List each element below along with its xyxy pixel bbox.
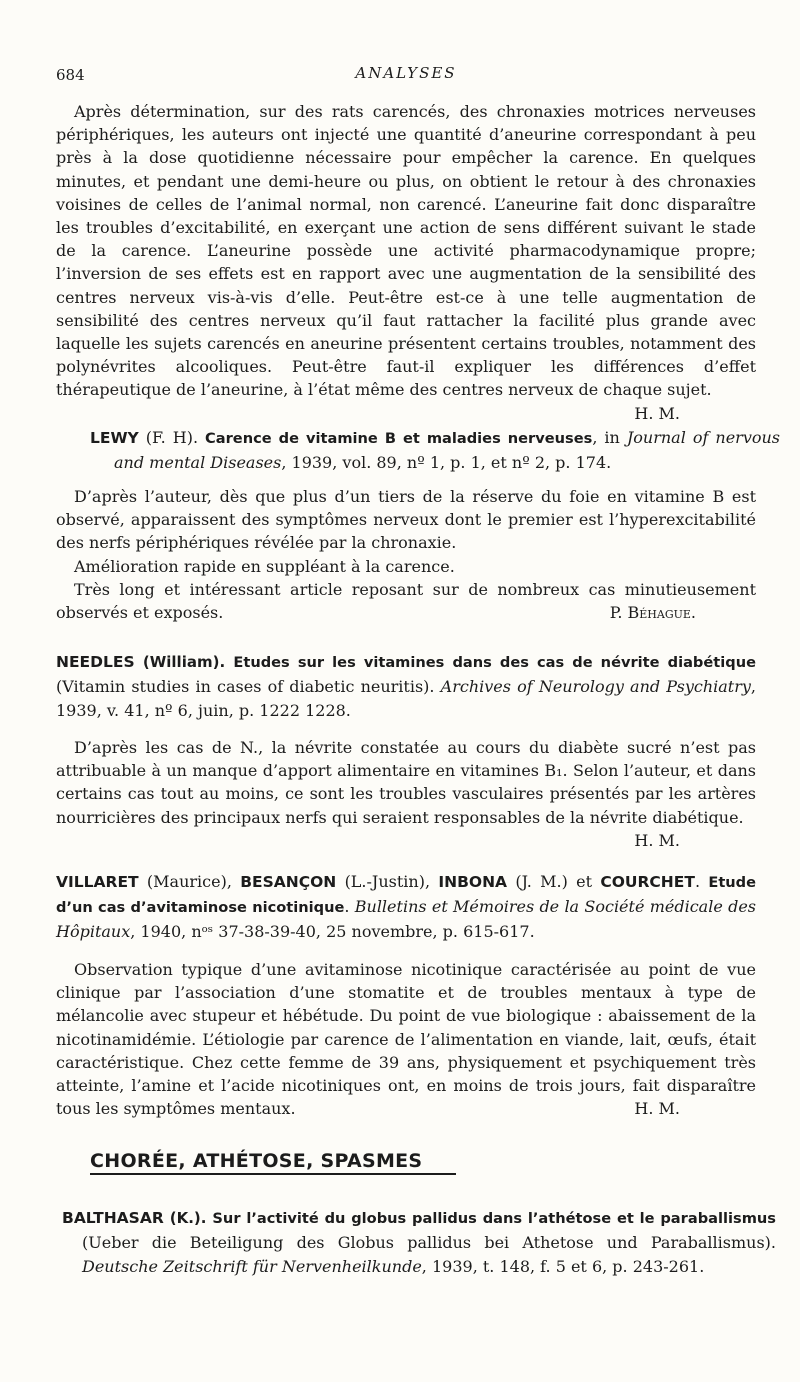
reference-connector: (Vitamin studies in cases of diabetic neuritis). — [56, 677, 441, 696]
reference-author-initials: (Maurice), — [138, 872, 241, 891]
reference-journal: Deutsche Zeitschrift für Nervenheilkunde — [82, 1257, 422, 1276]
abstract-paragraph: Observation typique d’une avitaminose nicotinique caractérisée au point de vue clinique par l’association d’une stomatite et de troubles mentaux à type de mélancolie avec stupeur et hébétude. Du point de vue biologique : abaissement de la nicotinamidémie. L’étiologie par carence de l’alimentation en viande, lait, œufs, était caractéristique. Chez cette femme de 39 ans, physiquement et psychiquement très atteinte, l’amine et l’acide nicotiniques ont, en moins de trois jours, fait disparaître tous les symptômes mentaux. — [56, 960, 756, 1119]
reference-author-initials: (F. H). — [138, 428, 206, 447]
reference-journal: Journal of nervous and mental Diseases — [114, 428, 780, 472]
abstract-paragraph: Amélioration rapide en suppléant à la carence. — [74, 556, 455, 576]
reference-needles — [56, 650, 756, 723]
reference-citation: , 1939, t. 148, f. 5 et 6, p. 243-261. — [421, 1257, 705, 1276]
abstract-signature: H. M. — [634, 1099, 680, 1119]
reference-lewy — [90, 426, 780, 475]
reference-journal: Archives of Neurology and Psychiatry — [440, 677, 751, 696]
abstract-paragraph: Très long et intéressant article reposant sur de nombreux cas minutieusement observés et exposés. — [56, 579, 756, 623]
reference-author: LEWY — [90, 429, 139, 447]
abstract-needles — [56, 736, 756, 852]
abstract-villaret — [56, 958, 756, 1121]
reference-author: INBONA — [438, 873, 508, 891]
page-header — [56, 64, 756, 90]
reference-villaret: VILLARET (Maurice), BESANÇON (L.-Justin), INBONA (J. M.) et COURCHET. Etude d’un cas d’avitaminose nicotinique. Bulletins et Mémoires de la Société médicale des Hôpitaux, 1940, nᵒˢ 37-38-39-40, 25 novembre, p. 615-617. — [56, 872, 757, 941]
reference-author-initials: (J. M.) et — [507, 872, 601, 891]
reference-title: Etudes sur les vitamines dans des cas de névrite diabétique — [233, 654, 756, 671]
section-heading: CHORÉE, ATHÉTOSE, SPASMES — [90, 1150, 423, 1172]
abstract-paragraph: D’après l’auteur, dès que plus d’un tiers de la réserve du foie en vitamine B est observé, apparaissent des symptômes nerveux dont le premier est l’hyperexcitabilité des nerfs périphériques révélée par la chronaxie. — [56, 487, 756, 553]
reference-title: Etude d’un cas d’avitaminose nicotinique — [56, 874, 757, 916]
reference-journal: Bulletins et Mémoires de la Société médicale des Hôpitaux — [56, 897, 757, 941]
reference-connector: . — [344, 897, 355, 916]
reference-author: COURCHET — [600, 873, 695, 891]
intro-signature: H. M. — [634, 403, 680, 423]
running-head: ANALYSES — [355, 64, 457, 82]
reference-author-initials: (K.). — [163, 1209, 213, 1227]
reference-citation: , 1939, vol. 89, nº 1, p. 1, et nº 2, p. 174. — [281, 453, 612, 472]
reference-author: NEEDLES — [56, 653, 135, 671]
page-number: 684 — [56, 66, 85, 84]
reference-author: BALTHASAR — [62, 1209, 164, 1227]
reference-title: Sur l’activité du globus pallidus dans l’athétose et le paraballismus — [212, 1210, 776, 1227]
reference-connector: (Ueber die Beteiligung des Globus pallidus bei Athetose und Paraballismus). — [82, 1233, 776, 1252]
intro-paragraph: Après détermination, sur des rats carencés, des chronaxies motrices nerveuses périphériques, les auteurs ont injecté une quantité d’aneurine correspondant à peu près à la dose quotidienne nécessaire pour empêcher la carence. En quelques minutes, et pendant une demi-heure ou plus, on obtient le retour à des chronaxies voisines de celles de l’animal normal, non carencé. L’aneurine fait donc disparaître les troubles d’excitabilité, en exerçant une action de sens différent suivant le stade de la carence. L’aneurine possède une activité pharmacodynamique propre; l’inversion de ses effets est en rapport avec une augmentation de la sensibilité des centres nerveux vis-à-vis d’elle. Peut-être est-ce à une telle augmentation de sensibilité des centres nerveux qu’il faut rattacher la facilité plus grande avec laquelle les sujets carencés en aneurine présentent certains troubles, notamment des polynévrites alcooliques. Peut-être faut-il expliquer les différences d’effet thérapeutique de l’aneurine, à l’état même des centres nerveux de chaque sujet. — [56, 102, 756, 400]
abstract-paragraph: D’après les cas de N., la névrite constatée au cours du diabète sucré n’est pas attribuable à un manque d’apport alimentaire en vitamines B₁. Selon l’auteur, et dans certains cas tout au moins, ce sont les troubles vasculaires présentés par les artères nourricières des principaux nerfs qui seraient responsables de la névrite diabétique. — [56, 738, 756, 827]
reference-title: Carence de vitamine B et maladies nerveuses — [205, 430, 593, 447]
section-rule — [90, 1173, 456, 1175]
reference-connector: , in — [592, 428, 627, 447]
abstract-signature: P. Béhague. — [609, 603, 696, 623]
reference-author-initials: (William). — [134, 653, 234, 671]
intro-abstract — [56, 100, 756, 425]
reference-citation: , 1940, nᵒˢ 37-38-39-40, 25 novembre, p. 615-617. — [130, 922, 535, 941]
reference-citation: , 1939, v. 41, nº 6, juin, p. 1222 1228. — [56, 677, 757, 720]
reference-author: VILLARET — [56, 873, 139, 891]
reference-author: BESANÇON — [240, 873, 337, 891]
abstract-lewy — [56, 485, 756, 624]
reference-author-initials: (L.-Justin), — [336, 872, 439, 891]
abstract-last-block — [56, 578, 756, 624]
reference-balthasar — [62, 1206, 776, 1279]
abstract-signature: H. M. — [634, 830, 680, 850]
